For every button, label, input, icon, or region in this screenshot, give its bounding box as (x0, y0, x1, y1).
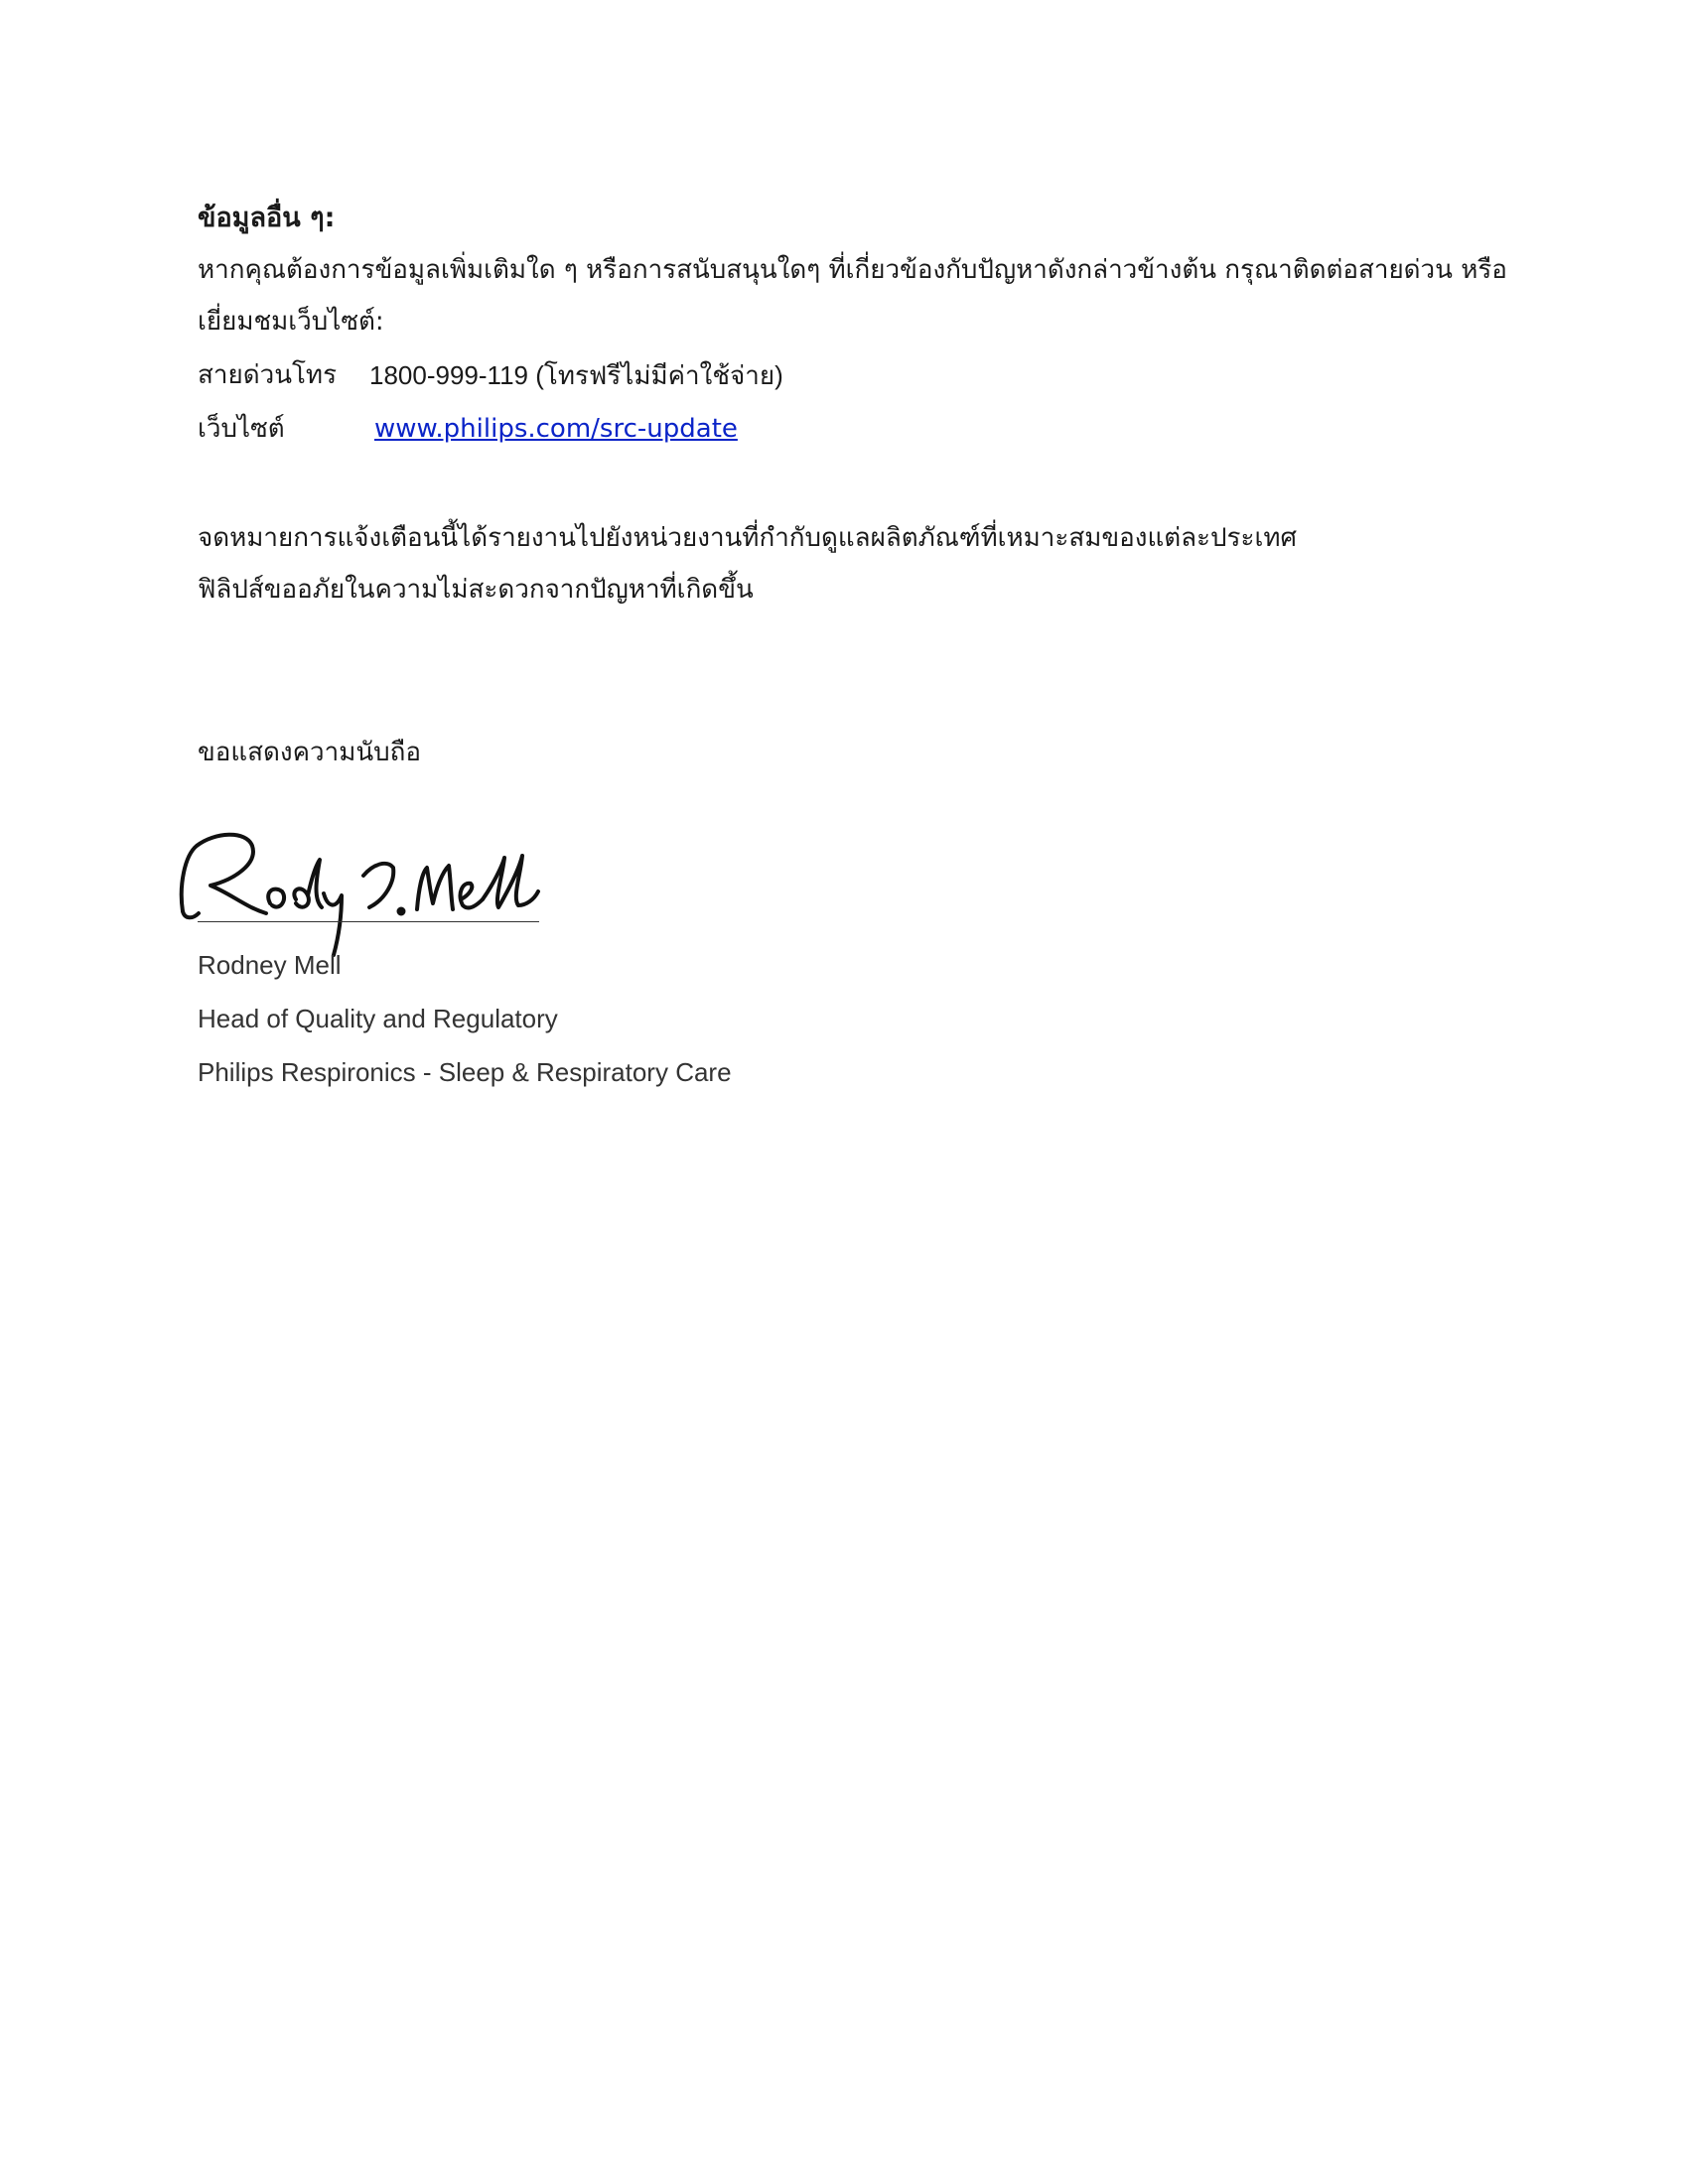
website-link[interactable]: www.philips.com/src-update (374, 414, 738, 444)
section-heading: ข้อมูลอื่น ๆ: (198, 203, 336, 233)
closing-salutation: ขอแสดงความนับถือ (198, 738, 421, 767)
handwritten-signature (175, 816, 552, 965)
signer-organization: Philips Respironics - Sleep & Respiratory Care (198, 1057, 732, 1087)
signer-title: Head of Quality and Regulatory (198, 1004, 558, 1033)
hotline-label: สายด่วนโทร (198, 360, 338, 390)
website-label: เว็บไซต์ (198, 414, 285, 444)
notice-text-line-2: ฟิลิปส์ขออภัยในความไม่สะดวกจากปัญหาที่เกิดขึ้น (198, 575, 754, 605)
intro-text-line-2: เยี่ยมชมเว็บไซต์: (198, 307, 384, 337)
notice-text-line-1: จดหมายการแจ้งเตือนนี้ได้รายงานไปยังหน่วยงานที่กำกับดูแลผลิตภัณฑ์ที่เหมาะสมของแต่ละประเทศ (198, 523, 1297, 553)
signer-name: Rodney Mell (198, 950, 342, 980)
signature-line (198, 921, 539, 922)
intro-text-line-1: หากคุณต้องการข้อมูลเพิ่มเติมใด ๆ หรือการสนับสนุนใดๆ ที่เกี่ยวข้องกับปัญหาดังกล่าวข้างต้น กรุณาติดต่อสายด่วน หรือ (198, 255, 1507, 285)
hotline-number: 1800-999-119 (โทรฟรีไม่มีค่าใช้จ่าย) (369, 360, 783, 390)
